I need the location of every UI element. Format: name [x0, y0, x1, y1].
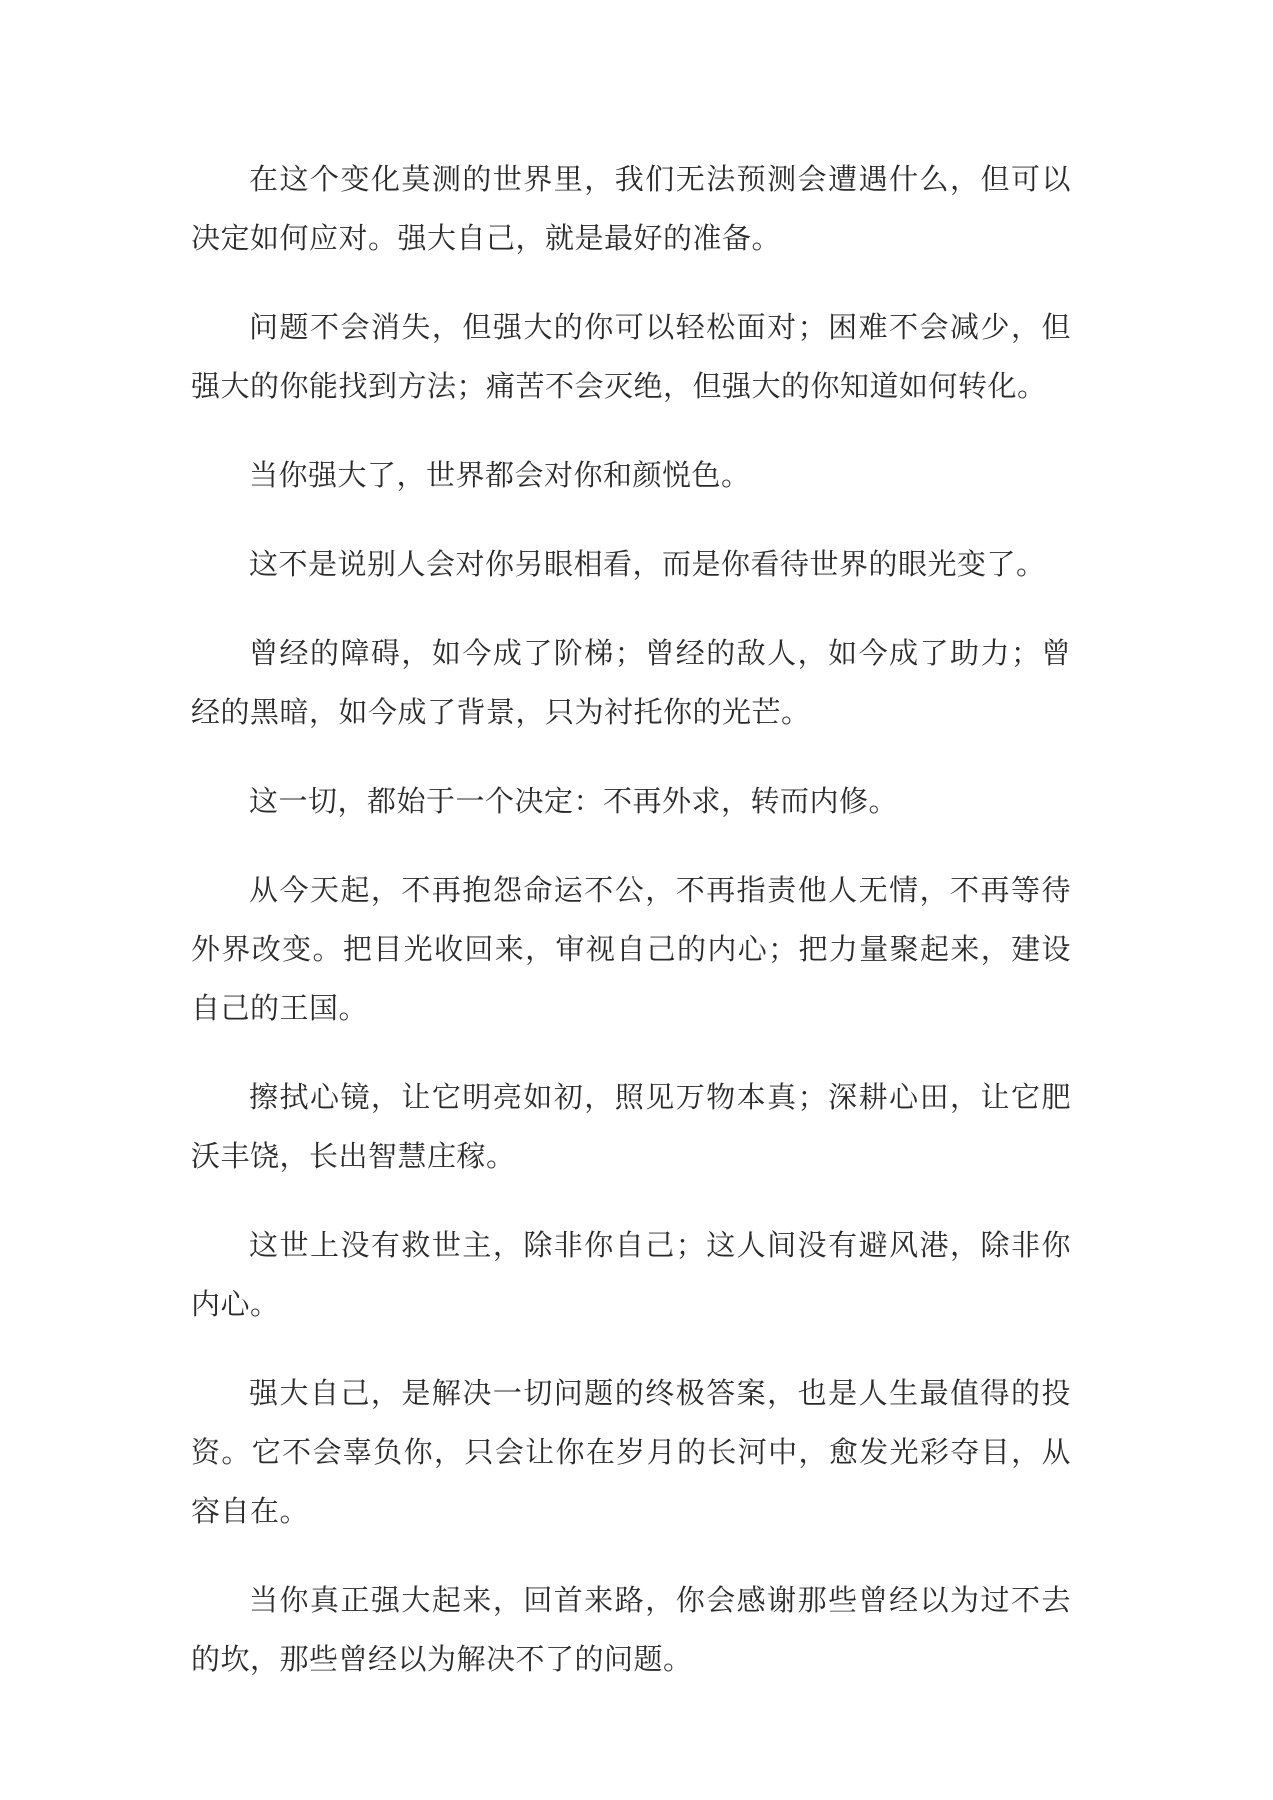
paragraph: 这世上没有救世主，除非你自己；这人间没有避风港，除非你内心。: [191, 1228, 1071, 1321]
document-body: [191, 150, 1071, 1719]
paragraph: 从今天起，不再抱怨命运不公，不再指责他人无情，不再等待外界改变。把目光收回来，审视自己的内心；把力量聚起来，建设自己的王国。: [191, 873, 1071, 1025]
paragraph: 问题不会消失，但强大的你可以轻松面对；困难不会减少，但强大的你能找到方法；痛苦不会灭绝，但强大的你知道如何转化。: [191, 310, 1071, 403]
paragraph: 当你真正强大起来，回首来路，你会感谢那些曾经以为过不去的坎，那些曾经以为解决不了的问题。: [191, 1583, 1071, 1676]
paragraph: 这一切，都始于一个决定：不再外求，转而内修。: [249, 784, 899, 818]
paragraph: 强大自己，是解决一切问题的终极答案，也是人生最值得的投资。它不会辜负你，只会让你在岁月的长河中，愈发光彩夺目，从容自在。: [191, 1376, 1071, 1528]
paragraph: 这不是说别人会对你另眼相看，而是你看待世界的眼光变了。: [249, 547, 1046, 581]
paragraph: 在这个变化莫测的世界里，我们无法预测会遭遇什么，但可以决定如何应对。强大自己，就是最好的准备。: [191, 162, 1071, 255]
paragraph: 曾经的障碍，如今成了阶梯；曾经的敌人，如今成了助力；曾经的黑暗，如今成了背景，只为衬托你的光芒。: [191, 636, 1071, 729]
paragraph: 擦拭心镜，让它明亮如初，照见万物本真；深耕心田，让它肥沃丰饶，长出智慧庄稼。: [191, 1080, 1071, 1173]
paragraph: 当你强大了，世界都会对你和颜悦色。: [249, 458, 751, 492]
